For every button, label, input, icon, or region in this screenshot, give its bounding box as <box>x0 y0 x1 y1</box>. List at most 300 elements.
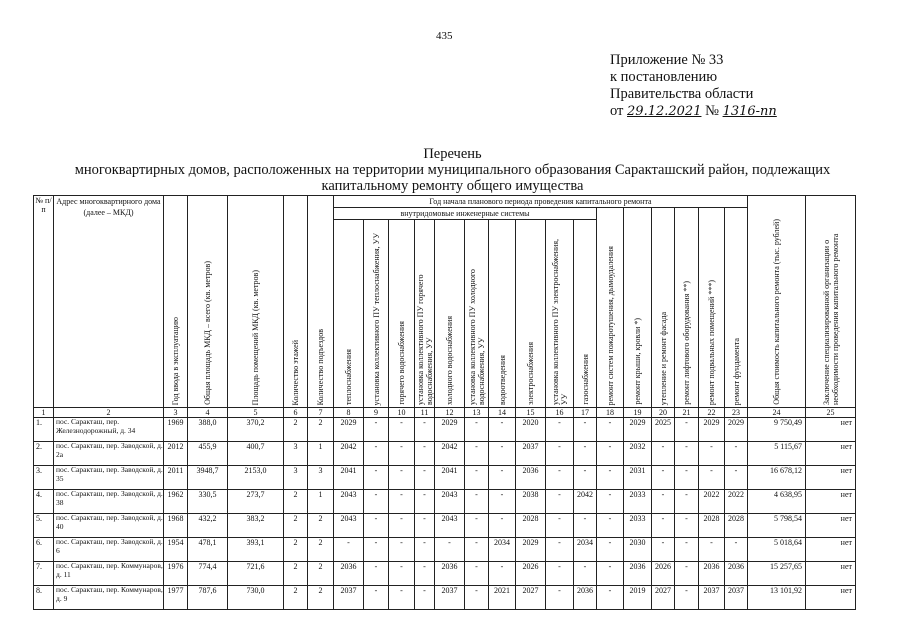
table-cell: - <box>489 490 516 514</box>
table-cell: 2037 <box>334 586 364 610</box>
column-number: 2 <box>54 408 164 418</box>
table-cell: нет <box>806 490 856 514</box>
table-cell: - <box>465 586 489 610</box>
group-header-internal-systems: внутридомовые инженерные системы <box>334 208 597 220</box>
column-number: 5 <box>228 408 284 418</box>
document-title <box>0 146 905 194</box>
table-cell: 330,5 <box>188 490 228 514</box>
table-cell: нет <box>806 538 856 562</box>
work-type-label: ремонт фундамента <box>731 337 741 405</box>
table-cell: 2037 <box>699 586 725 610</box>
table-cell: - <box>546 442 574 466</box>
col-header-entrances-text: Количество подъездов <box>316 328 325 405</box>
table-cell: 1976 <box>164 562 188 586</box>
col-header-cost-text: Общая стоимость капитального ремонта (тыс. рублей) <box>772 219 781 405</box>
col-header-work <box>334 220 364 408</box>
table-cell: - <box>489 562 516 586</box>
table-cell: 2038 <box>516 490 546 514</box>
table-cell: 2026 <box>652 562 675 586</box>
col-header-work <box>546 220 574 408</box>
table-cell: 4 638,95 <box>748 490 806 514</box>
address-cell: пос. Саракташ, пер. Заводской, д. 40 <box>54 514 164 538</box>
col-header-work <box>389 220 415 408</box>
table-cell: - <box>489 466 516 490</box>
group-header-period: Год начала планового периода проведения капитального ремонта <box>334 196 748 208</box>
table-cell: 787,6 <box>188 586 228 610</box>
table-cell: 2036 <box>435 562 465 586</box>
table-cell: 2 <box>308 514 334 538</box>
table-cell: - <box>364 418 389 442</box>
table-cell: - <box>415 418 435 442</box>
table-cell: - <box>574 418 597 442</box>
table-cell: 383,2 <box>228 514 284 538</box>
column-number: 23 <box>725 408 748 418</box>
column-number: 11 <box>415 408 435 418</box>
table-cell: 3 <box>308 466 334 490</box>
column-number: 15 <box>516 408 546 418</box>
table-cell: 1. <box>34 418 54 442</box>
table-cell: 9 750,49 <box>748 418 806 442</box>
table-cell: - <box>675 466 699 490</box>
col-header-cost <box>748 196 806 408</box>
table-cell: 2027 <box>516 586 546 610</box>
table-cell: 2 <box>308 538 334 562</box>
work-type-label: установка коллективного ПУ горячего водоснабжения, УУ <box>415 274 434 405</box>
table-cell: 2022 <box>725 490 748 514</box>
table-cell: - <box>574 514 597 538</box>
table-cell: 2153,0 <box>228 466 284 490</box>
table-row <box>34 466 856 490</box>
col-header-work <box>699 208 725 408</box>
table-cell: 2 <box>308 562 334 586</box>
table-cell: - <box>415 538 435 562</box>
address-cell: пос. Саракташ, пер. Коммунаров, д. 9 <box>54 586 164 610</box>
table-cell: 2029 <box>516 538 546 562</box>
table-cell: 2029 <box>725 418 748 442</box>
table-cell: 1954 <box>164 538 188 562</box>
table-cell: 2021 <box>489 586 516 610</box>
column-number: 21 <box>675 408 699 418</box>
col-header-work <box>435 220 465 408</box>
table-cell: 2. <box>34 442 54 466</box>
table-cell: 2028 <box>516 514 546 538</box>
table-cell: - <box>364 514 389 538</box>
work-type-label: ремонт крыши, кровли *) <box>633 318 642 405</box>
table-cell: - <box>415 514 435 538</box>
table-cell: - <box>652 442 675 466</box>
table-cell: - <box>546 418 574 442</box>
table-cell: - <box>465 538 489 562</box>
work-type-label: установка коллективного ПУ теплоснабжения, УУ <box>371 232 381 405</box>
table-cell: 5 115,67 <box>748 442 806 466</box>
table-cell: - <box>389 466 415 490</box>
col-header-work <box>597 208 624 408</box>
table-cell: - <box>465 562 489 586</box>
column-number: 19 <box>624 408 652 418</box>
table-cell: - <box>574 466 597 490</box>
table-cell: - <box>597 466 624 490</box>
table-cell: 273,7 <box>228 490 284 514</box>
table-cell: 2041 <box>334 466 364 490</box>
table-cell: 2030 <box>624 538 652 562</box>
table-cell: 2041 <box>435 466 465 490</box>
table-cell: - <box>597 490 624 514</box>
work-type-label: утепление и ремонт фасада <box>658 311 668 405</box>
table-cell: - <box>389 442 415 466</box>
col-header-premises-area-text: Площадь помещений МКД (кв. метров) <box>251 269 260 405</box>
table-cell: 2029 <box>435 418 465 442</box>
table-cell: 1969 <box>164 418 188 442</box>
table-cell: 2037 <box>435 586 465 610</box>
table-cell: нет <box>806 418 856 442</box>
table-cell: 2036 <box>699 562 725 586</box>
table-cell: - <box>415 490 435 514</box>
table-cell: 2 <box>308 586 334 610</box>
work-type-label: ремонт лифтового оборудования **) <box>682 281 691 405</box>
table-cell: - <box>389 490 415 514</box>
col-header-index: № п/п <box>34 196 54 408</box>
work-type-label: водоотведения <box>497 355 507 405</box>
table-cell: - <box>364 442 389 466</box>
table-cell: - <box>389 418 415 442</box>
table-cell: 721,6 <box>228 562 284 586</box>
table-cell: - <box>546 562 574 586</box>
table-cell: - <box>546 538 574 562</box>
column-number: 25 <box>806 408 856 418</box>
table-cell: 2032 <box>624 442 652 466</box>
table-cell: - <box>546 490 574 514</box>
column-number: 24 <box>748 408 806 418</box>
column-number: 14 <box>489 408 516 418</box>
col-header-work <box>574 220 597 408</box>
table-cell: - <box>597 442 624 466</box>
table-cell: 2 <box>284 562 308 586</box>
table-cell: - <box>574 442 597 466</box>
table-cell: - <box>489 418 516 442</box>
table-cell: 2 <box>284 586 308 610</box>
table-cell: нет <box>806 586 856 610</box>
table-cell: - <box>725 466 748 490</box>
housing-table <box>33 195 856 610</box>
work-type-label: ремонт подвальных помещений ***) <box>707 279 716 405</box>
col-header-work <box>489 220 516 408</box>
table-cell: - <box>389 562 415 586</box>
table-cell: 6. <box>34 538 54 562</box>
table-cell: 2036 <box>516 466 546 490</box>
table-cell: нет <box>806 466 856 490</box>
table-cell: - <box>465 442 489 466</box>
table-cell: 2034 <box>574 538 597 562</box>
table-cell: - <box>699 538 725 562</box>
table-cell: 2020 <box>516 418 546 442</box>
table-cell: 16 678,12 <box>748 466 806 490</box>
table-cell: - <box>465 514 489 538</box>
table-cell: 2027 <box>652 586 675 610</box>
column-number: 7 <box>308 408 334 418</box>
table-cell: нет <box>806 514 856 538</box>
column-number: 20 <box>652 408 675 418</box>
col-header-premises-area <box>228 196 284 408</box>
appendix-block <box>610 52 777 120</box>
col-header-total-area <box>188 196 228 408</box>
table-cell: 2012 <box>164 442 188 466</box>
table-row <box>34 562 856 586</box>
col-header-floors-text: Количество этажей <box>291 339 300 405</box>
table-cell: 432,2 <box>188 514 228 538</box>
title-line-3: капитальному ремонту общего имущества <box>321 178 584 194</box>
column-number: 17 <box>574 408 597 418</box>
table-cell: 2026 <box>516 562 546 586</box>
table-cell: 2036 <box>725 562 748 586</box>
col-header-year-text: Год ввода в эксплуатацию <box>171 316 180 405</box>
work-type-label: ремонт систем пожаротушения, дымоудаления <box>605 245 615 405</box>
work-type-label: газоснабжения <box>580 354 590 405</box>
table-cell: 1968 <box>164 514 188 538</box>
column-number: 22 <box>699 408 725 418</box>
col-header-total-area-text: Общая площадь МКД – всего (кв. метров) <box>203 261 212 405</box>
address-cell: пос. Саракташ, пер. Коммунаров, д. 11 <box>54 562 164 586</box>
table-cell: - <box>364 538 389 562</box>
page-number: 435 <box>436 30 453 42</box>
table-cell: - <box>489 442 516 466</box>
table-cell: 2043 <box>334 514 364 538</box>
work-type-label: холодного водоснабжения <box>445 315 454 405</box>
table-cell: - <box>597 514 624 538</box>
title-line-1: Перечень <box>423 146 482 162</box>
address-cell: пос. Саракташ, пер. Заводской, д. 38 <box>54 490 164 514</box>
table-cell: 5. <box>34 514 54 538</box>
col-header-work <box>652 208 675 408</box>
table-cell: - <box>574 562 597 586</box>
table-cell: - <box>546 586 574 610</box>
table-cell: - <box>597 562 624 586</box>
table-cell: 2029 <box>624 418 652 442</box>
column-number: 12 <box>435 408 465 418</box>
col-header-conclusion <box>806 196 856 408</box>
table-cell: 1 <box>308 490 334 514</box>
table-cell: - <box>675 418 699 442</box>
table-cell: 370,2 <box>228 418 284 442</box>
table-cell: - <box>489 514 516 538</box>
table-cell: - <box>652 514 675 538</box>
table-cell: - <box>597 538 624 562</box>
table-cell: 1 <box>308 442 334 466</box>
table-cell: 2025 <box>652 418 675 442</box>
table-cell: 2029 <box>699 418 725 442</box>
table-cell: 4. <box>34 490 54 514</box>
table-cell: - <box>675 562 699 586</box>
title-line-2: многоквартирных домов, расположенных на территории муниципального образования Саракташский район, подлежащих <box>74 162 831 178</box>
table-cell: 774,4 <box>188 562 228 586</box>
address-cell: пос. Саракташ, пер. Железнодорожный, д. 34 <box>54 418 164 442</box>
col-header-year <box>164 196 188 408</box>
table-cell: - <box>546 514 574 538</box>
table-cell: - <box>465 418 489 442</box>
table-cell: - <box>675 586 699 610</box>
col-header-floors <box>284 196 308 408</box>
table-row <box>34 586 856 610</box>
column-number: 4 <box>188 408 228 418</box>
table-body <box>34 408 856 610</box>
col-header-work <box>675 208 699 408</box>
table-cell: - <box>415 442 435 466</box>
column-number: 18 <box>597 408 624 418</box>
table-cell: - <box>389 514 415 538</box>
col-header-work <box>624 208 652 408</box>
appendix-line-2: к постановлению <box>610 69 718 85</box>
table-cell: 2042 <box>334 442 364 466</box>
table-cell: 5 798,54 <box>748 514 806 538</box>
address-cell: пос. Саракташ, пер. Заводской, д. 35 <box>54 466 164 490</box>
col-header-work <box>465 220 489 408</box>
handwritten-date: 29.12.2021 <box>627 104 702 119</box>
table-cell: - <box>675 538 699 562</box>
col-header-work <box>725 208 748 408</box>
table-cell: 15 257,65 <box>748 562 806 586</box>
table-cell: 2019 <box>624 586 652 610</box>
work-type-label: установка коллективного ПУ холодного водоснабжения, УУ <box>467 269 486 405</box>
col-header-entrances <box>308 196 334 408</box>
table-cell: 1962 <box>164 490 188 514</box>
col-header-conclusion-text: Заключение специализированной организации о необходимости проведения капитального ремонта <box>821 233 840 405</box>
table-cell: - <box>725 442 748 466</box>
table-cell: 2036 <box>624 562 652 586</box>
table-cell: 2 <box>284 418 308 442</box>
table-cell: - <box>465 490 489 514</box>
table-cell: 2031 <box>624 466 652 490</box>
table-cell: 2034 <box>489 538 516 562</box>
table-cell: - <box>389 538 415 562</box>
table-row <box>34 490 856 514</box>
column-number: 13 <box>465 408 489 418</box>
column-number: 10 <box>389 408 415 418</box>
col-header-work <box>516 220 546 408</box>
table-cell: 3948,7 <box>188 466 228 490</box>
table-cell: 455,9 <box>188 442 228 466</box>
work-type-label: горячего водоснабжения <box>397 321 406 405</box>
table-cell: 2 <box>284 514 308 538</box>
col-header-work <box>415 220 435 408</box>
address-cell: пос. Саракташ, пер. Заводской, д. 6 <box>54 538 164 562</box>
table-cell: 2 <box>284 538 308 562</box>
table-row <box>34 514 856 538</box>
appendix-line-3: Правительства области <box>610 86 754 102</box>
table-cell: 2043 <box>334 490 364 514</box>
table-cell: 2043 <box>435 514 465 538</box>
appendix-date-line <box>610 103 777 120</box>
table-cell: 2028 <box>699 514 725 538</box>
table-cell: - <box>364 562 389 586</box>
work-type-label: электроснабжения <box>526 342 535 405</box>
work-type-label: теплоснабжения <box>344 349 353 405</box>
table-cell: 13 101,92 <box>748 586 806 610</box>
table-cell: - <box>364 586 389 610</box>
column-number: 3 <box>164 408 188 418</box>
table-cell: 400,7 <box>228 442 284 466</box>
table-cell: 2037 <box>725 586 748 610</box>
table-cell: 2042 <box>574 490 597 514</box>
table-cell: - <box>415 562 435 586</box>
table-cell: - <box>465 466 489 490</box>
table-cell: - <box>364 490 389 514</box>
table-cell: 7. <box>34 562 54 586</box>
table-cell: - <box>652 538 675 562</box>
table-cell: 2043 <box>435 490 465 514</box>
column-number: 8 <box>334 408 364 418</box>
table-cell: - <box>415 466 435 490</box>
address-cell: пос. Саракташ, пер. Заводской, д. 2а <box>54 442 164 466</box>
date-prefix: от <box>610 103 624 119</box>
table-cell: - <box>652 466 675 490</box>
table-cell: нет <box>806 562 856 586</box>
table-cell: 2033 <box>624 514 652 538</box>
table-cell: 2022 <box>699 490 725 514</box>
table-cell: - <box>389 586 415 610</box>
table-cell: 3 <box>284 466 308 490</box>
table-row <box>34 442 856 466</box>
table-cell: - <box>652 490 675 514</box>
column-number: 16 <box>546 408 574 418</box>
table-cell: 393,1 <box>228 538 284 562</box>
appendix-line-1: Приложение № 33 <box>610 52 724 68</box>
table-cell: - <box>699 466 725 490</box>
table-cell: - <box>415 586 435 610</box>
table-cell: - <box>597 418 624 442</box>
table-cell: 388,0 <box>188 418 228 442</box>
table-cell: - <box>597 586 624 610</box>
col-header-address: Адрес многоквартирного дома (далее – МКД) <box>54 196 164 408</box>
col-header-work <box>364 220 389 408</box>
table-cell: 8. <box>34 586 54 610</box>
column-number: 9 <box>364 408 389 418</box>
table-cell: - <box>546 466 574 490</box>
table-cell: 1977 <box>164 586 188 610</box>
table-cell: 2029 <box>334 418 364 442</box>
table-row <box>34 418 856 442</box>
number-prefix: № <box>705 103 719 119</box>
column-number: 6 <box>284 408 308 418</box>
table-cell: 730,0 <box>228 586 284 610</box>
table-cell: - <box>334 538 364 562</box>
table-cell: - <box>699 442 725 466</box>
table-cell: - <box>435 538 465 562</box>
table-cell: нет <box>806 442 856 466</box>
table-cell: 2 <box>308 418 334 442</box>
table-cell: 2033 <box>624 490 652 514</box>
table-cell: - <box>364 466 389 490</box>
table-cell: 2028 <box>725 514 748 538</box>
table-cell: 2036 <box>574 586 597 610</box>
column-number: 1 <box>34 408 54 418</box>
table-cell: 2036 <box>334 562 364 586</box>
handwritten-number: 1316-пп <box>722 104 777 119</box>
table-cell: 3. <box>34 466 54 490</box>
table-row <box>34 538 856 562</box>
table-cell: - <box>675 514 699 538</box>
column-number-row <box>34 408 856 418</box>
table-cell: 2042 <box>435 442 465 466</box>
table-cell: - <box>675 442 699 466</box>
table-cell: 3 <box>284 442 308 466</box>
table-cell: 5 018,64 <box>748 538 806 562</box>
table-cell: 2037 <box>516 442 546 466</box>
table-cell: 2 <box>284 490 308 514</box>
table-cell: - <box>675 490 699 514</box>
work-type-label: установка коллективного ПУ электроснабжения, УУ <box>550 239 569 405</box>
table-cell: 478,1 <box>188 538 228 562</box>
table-cell: - <box>725 538 748 562</box>
table-cell: 2011 <box>164 466 188 490</box>
